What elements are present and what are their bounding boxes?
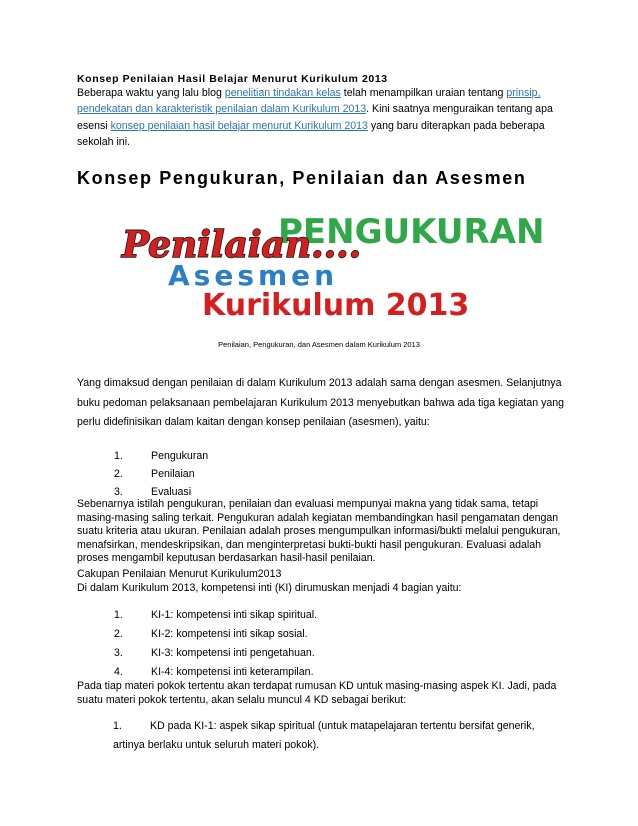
cakupan-text: Di dalam Kurikulum 2013, kompetensi inti (KI) dirumuskan menjadi 4 bagian yaitu:	[77, 581, 462, 594]
body-paragraph-1: Yang dimaksud dengan penilaian di dalam Kurikulum 2013 adalah sama dengan asesmen. Selanjutnya buku pedoman pelaksanaan pembelajaran Kurikulum 2013 menyebutkan bahwa ada tiga kegiatan yang perlu didefinisikan dalam kaitan dengan konsep penilaian (asesmen), yaitu:	[77, 377, 565, 428]
intro-text-3: . Kini saatnya menguraikan tentang apa esensi	[77, 103, 553, 132]
kd-list-item	[113, 717, 565, 755]
section-heading: Konsep Pengukuran, Penilaian dan Asesmen	[77, 168, 527, 188]
list-item-label: KI-1: kompetensi inti sikap spiritual.	[151, 609, 318, 621]
list-item-label: Penilaian	[151, 468, 195, 480]
hero-word-penilaian: Penilaian....	[122, 224, 362, 266]
intro-text-4: yang baru diterapkan pada beberapa sekolah ini.	[77, 119, 545, 149]
list-item-number: 2.	[114, 468, 123, 480]
hero-word-asesmen: Asesmen	[168, 259, 339, 292]
list-item	[77, 606, 317, 625]
list-item-number: 1.	[114, 609, 123, 621]
intro-text-2: telah menampilkan uraian tentang	[340, 87, 507, 99]
list-item-number: 1.	[114, 450, 123, 462]
list-item	[77, 465, 208, 483]
list-item-number: 3.	[114, 647, 123, 659]
list-item-label: Pengukuran	[151, 450, 209, 462]
list-item-label: KI-4: kompetensi inti keterampilan.	[151, 666, 314, 678]
list-item-number: 1.	[113, 720, 122, 732]
image-caption: Penilaian, Pengukuran, dan Asesmen dalam Kurikulum 2013	[218, 340, 420, 349]
list-item-number: 2.	[114, 628, 123, 640]
list-item-label: KD pada KI-1: aspek sikap spiritual (untuk matapelajaran tertentu bersifat generik, artinya berlaku untuk seluruh materi pokok).	[113, 720, 535, 751]
list-item-label: Evaluasi	[151, 486, 192, 498]
list-item-number: 3.	[114, 486, 123, 498]
cakupan-block	[77, 568, 567, 595]
list-item	[77, 644, 317, 663]
ki-list	[77, 606, 317, 682]
hero-image	[118, 205, 545, 325]
list-item	[77, 447, 208, 465]
body-paragraph-3: Pada tiap materi pokok tertentu akan terdapat rumusan KD untuk masing-masing aspek KI. Jadi, pada suatu materi pokok tertentu, akan selalu muncul 4 KD sebagai berikut:	[77, 680, 557, 706]
link-penelitian-tindakan-kelas[interactable]: penelitian tindakan kelas	[224, 87, 341, 99]
list-item-number: 4.	[114, 666, 123, 678]
link-konsep-penilaian[interactable]: konsep penilaian hasil belajar menurut Kurikulum 2013	[110, 119, 368, 132]
intro-paragraph	[77, 85, 567, 151]
list-item	[77, 625, 317, 644]
body-paragraph-2: Sebenarnya istilah pengukuran, penilaian dan evaluasi mempunyai makna yang tidak sama, tetapi masing-masing saling terkait. Pengukuran adalah kegiatan membandingkan hasil pengamatan dengan suatu kriteria atau ukuran. Penilaian adalah proses mengumpulkan informasi/bukti melalui pengukuran, menafsirkan, mendeskripsikan, dan menginterpretasi bukti-bukti hasil pengukuran. Evaluasi adalah proses mengambil keputusan berdasarkan hasil-hasil penilaian.	[77, 498, 561, 565]
cakupan-title: Cakupan Penilaian Menurut Kurikulum2013	[77, 568, 282, 580]
hero-word-pengukuran: PENGUKURAN	[278, 212, 545, 252]
hero-word-kurikulum: Kurikulum 2013	[202, 288, 470, 323]
list-item-label: KI-3: kompetensi inti pengetahuan.	[151, 647, 315, 659]
document-title: Konsep Penilaian Hasil Belajar Menurut Kurikulum 2013	[77, 73, 388, 85]
intro-text-1: Beberapa waktu yang lalu blog	[77, 87, 225, 99]
activity-list	[77, 447, 208, 501]
link-prinsip-pendekatan[interactable]: prinsip, pendekatan dan karakteristik penilaian dalam Kurikulum 2013	[77, 87, 541, 116]
list-item-label: KI-2: kompetensi inti sikap sosial.	[151, 628, 308, 640]
